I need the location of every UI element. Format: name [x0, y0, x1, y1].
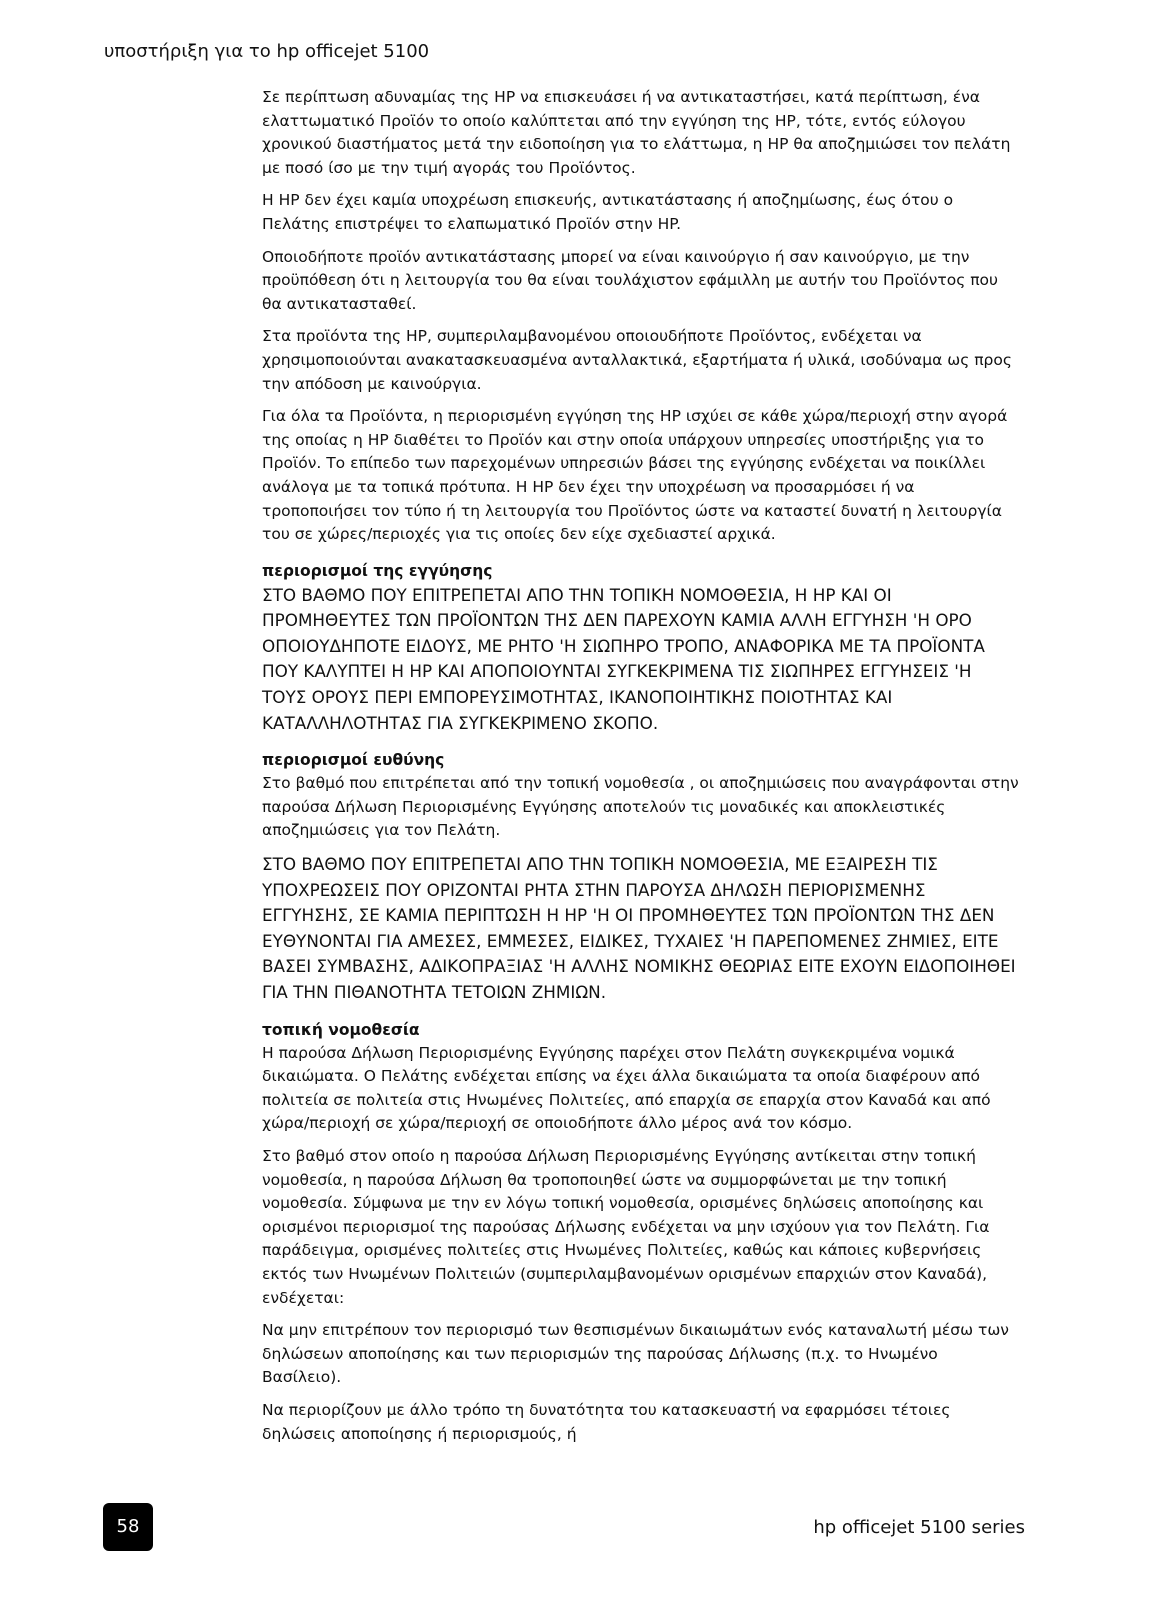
- page-number: 58: [103, 1503, 153, 1551]
- intro-paragraph-2: Η HP δεν έχει καμία υποχρέωση επισκευής, αντικατάστασης ή αποζημίωσης, έως ότου ο Πελάτης επιστρέψει το ελαπωματικό Προϊόν στην HP.: [262, 191, 954, 233]
- section-heading-liability-limitations: περιορισμοί ευθύνης: [262, 751, 445, 770]
- intro-paragraph-5: Για όλα τα Προϊόντα, η περιορισμένη εγγύηση της HP ισχύει σε κάθε χώρα/περιοχή στην αγορά της οποίας η HP διαθέτει το Προϊόν και στην οποία υπάρχουν υπηρεσίες υποστήριξης για το Προϊόν. Το επίπεδο των παρεχομένων υπηρεσιών βάσει της εγγύησης ενδέχεται να ποικίλλει ανάλογα με τα τοπικά πρότυπα. Η HP δεν έχει την υποχρέωση να προσαρμόσει ή να τροποποιήσει τον τύπο ή τη λειτουργία του Προϊόντος ώστε να καταστεί δυνατή η λειτουργία του σε χώρες/περιοχές για τις οποίες δεν είχε σχεδιαστεί αρχικά.: [262, 407, 1008, 544]
- running-header: υποστήριξη για το hp officejet 5100: [104, 41, 430, 62]
- footer-product-title: hp officejet 5100 series: [813, 1517, 1025, 1538]
- intro-paragraph-1: Σε περίπτωση αδυναμίας της HP να επισκευάσει ή να αντικαταστήσει, κατά περίπτωση, ένα ελαττωματικό Προϊόν το οποίο καλύπτεται από την εγγύηση της HP, τότε, εντός εύλογου χρονικού διαστήματος μετά την ειδοποίηση για το ελάττωμα, η HP θα αποζημιώσει τον πελάτη με ποσό ίσο με την τιμή αγοράς του Προϊόντος.: [262, 88, 1011, 177]
- local-law-paragraph-3: Να μην επιτρέπουν τον περιορισμό των θεσπισμένων δικαιωμάτων ενός καταναλωτή μέσω των δηλώσεων αποποίησης και των περιορισμών της παρούσας Δήλωσης (π.χ. το Ηνωμένο Βασίλειο).: [262, 1321, 1009, 1387]
- warranty-limitations-text: ΣΤΟ ΒΑΘΜΟ ΠΟΥ ΕΠΙΤΡΕΠΕΤΑΙ ΑΠΟ ΤΗΝ ΤΟΠΙΚΗ ΝΟΜΟΘΕΣΙΑ, Η HP ΚΑΙ ΟΙ ΠΡΟΜΗΘΕΥΤΕΣ ΤΩΝ ΠΡΟΪΟΝΤΩΝ ΤΗΣ ΔΕΝ ΠΑΡΕΧΟΥΝ ΚΑΜΙΑ ΑΛΛΗ ΕΓΓΥΗΣΗ 'Η ΟΡΟ ΟΠΟΙΟΥΔΗΠΟΤΕ ΕΙΔΟΥΣ, ΜΕ ΡΗΤΟ 'Η ΣΙΩΠΗΡΟ ΤΡΟΠΟ, ΑΝΑΦΟΡΙΚΑ ΜΕ ΤΑ ΠΡΟΪΟΝΤΑ ΠΟΥ ΚΑΛΥΠΤΕΙ Η HP ΚΑΙ ΑΠΟΠΟΙΟΥΝΤΑΙ ΣΥΓΚΕΚΡΙΜΕΝΑ ΤΙΣ ΣΙΩΠΗΡΕΣ ΕΓΓΥΗΣΕΙΣ 'Η ΤΟΥΣ ΟΡΟΥΣ ΠΕΡΙ ΕΜΠΟΡΕΥΣΙΜΟΤΗΤΑΣ, ΙΚΑΝΟΠΟΙΗΤΙΚΗΣ ΠΟΙΟΤΗΤΑΣ ΚΑΙ ΚΑΤΑΛΛΗΛΟΤΗΤΑΣ ΓΙΑ ΣΥΓΚΕΚΡΙΜΕΝΟ ΣΚΟΠΟ.: [262, 584, 985, 733]
- liability-limitations-section: [262, 749, 1020, 1005]
- section-heading-warranty-limitations: περιορισμοί της εγγύησης: [262, 561, 493, 580]
- intro-paragraph-4: Στα προϊόντα της HP, συμπεριλαμβανομένου οποιουδήποτε Προϊόντος, ενδέχεται να χρησιμοποιούνται ανακατασκευασμένα ανταλλακτικά, εξαρτήματα ή υλικά, ισοδύναμα ως προς την απόδοση με καινούργια.: [262, 327, 1012, 393]
- page-body: [262, 86, 1020, 1455]
- warranty-limitations-section: [262, 560, 1020, 737]
- section-heading-local-law: τοπική νομοθεσία: [262, 1020, 420, 1039]
- liability-limitations-caps-text: ΣΤΟ ΒΑΘΜΟ ΠΟΥ ΕΠΙΤΡΕΠΕΤΑΙ ΑΠΟ ΤΗΝ ΤΟΠΙΚΗ ΝΟΜΟΘΕΣΙΑ, ΜΕ ΕΞΑΙΡΕΣΗ ΤΙΣ ΥΠΟΧΡΕΩΣΕΙΣ ΠΟΥ ΟΡΙΖΟΝΤΑΙ ΡΗΤΑ ΣΤΗΝ ΠΑΡΟΥΣΑ ΔΗΛΩΣΗ ΠΕΡΙΟΡΙΣΜΕΝΗΣ ΕΓΓΥΗΣΗΣ, ΣΕ ΚΑΜΙΑ ΠΕΡΙΠΤΩΣΗ Η HP 'Η ΟΙ ΠΡΟΜΗΘΕΥΤΕΣ ΤΩΝ ΠΡΟΪΟΝΤΩΝ ΤΗΣ ΔΕΝ ΕΥΘΥΝΟΝΤΑΙ ΓΙΑ ΑΜΕΣΕΣ, ΕΜΜΕΣΕΣ, ΕΙΔΙΚΕΣ, ΤΥΧΑΙΕΣ 'Η ΠΑΡΕΠΟΜΕΝΕΣ ΖΗΜΙΕΣ, ΕΙΤΕ ΒΑΣΕΙ ΣΥΜΒΑΣΗΣ, ΑΔΙΚΟΠΡΑΞΙΑΣ 'Η ΑΛΛΗΣ ΝΟΜΙΚΗΣ ΘΕΩΡΙΑΣ ΕΙΤΕ ΕΧΟΥΝ ΕΙΔΟΠΟΙΗΘΕΙ ΓΙΑ ΤΗΝ ΠΙΘΑΝΟΤΗΤΑ ΤΕΤΟΙΩΝ ΖΗΜΙΩΝ.: [262, 854, 1016, 1002]
- intro-paragraph-3: Οποιοδήποτε προϊόν αντικατάστασης μπορεί να είναι καινούργιο ή σαν καινούργιο, με την προϋπόθεση ότι η λειτουργία του θα είναι τουλάχιστον εφάμιλλη με αυτήν του Προϊόντος που θα αντικατασταθεί.: [262, 247, 999, 313]
- liability-limitations-text: Στο βαθμό που επιτρέπεται από την τοπική νομοθεσία , οι αποζημιώσεις που αναγράφονται στην παρούσα Δήλωση Περιορισμένης Εγγύησης αποτελούν τις μοναδικές και αποκλειστικές αποζημιώσεις για τον Πελάτη.: [262, 774, 1019, 840]
- local-law-paragraph-1: Η παρούσα Δήλωση Περιορισμένης Εγγύησης παρέχει στον Πελάτη συγκεκριμένα νομικά δικαιώματα. Ο Πελάτης ενδέχεται επίσης να έχει άλλα δικαιώματα τα οποία διαφέρουν από πολιτεία σε πολιτεία στις Ηνωμένες Πολιτείες, από επαρχία σε επαρχία στον Καναδά και από χώρα/περιοχή σε χώρα/περιοχή σε οποιοδήποτε άλλο μέρος ανά τον κόσμο.: [262, 1043, 991, 1133]
- local-law-paragraph-4: Να περιορίζουν με άλλο τρόπο τη δυνατότητα του κατασκευαστή να εφαρμόσει τέτοιες δηλώσεις αποποίησης ή περιορισμούς, ή: [262, 1400, 951, 1443]
- local-law-paragraph-2: Στο βαθμό στον οποίο η παρούσα Δήλωση Περιορισμένης Εγγύησης αντίκειται στην τοπική νομοθεσία, η παρούσα Δήλωση θα τροποποιηθεί ώστε να συμμορφώνεται με την τοπική νομοθεσία. Σύμφωνα με την εν λόγω τοπική νομοθεσία, ορισμένες δηλώσεις αποποίησης και ορισμένοι περιορισμοί της παρούσας Δήλωσης ενδέχεται να μην ισχύουν για τον Πελάτη. Για παράδειγμα, ορισμένες πολιτείες στις Ηνωμένες Πολιτείες, καθώς και κάποιες κυβερνήσεις εκτός των Ηνωμένων Πολιτειών (συμπεριλαμβανομένων ορισμένων επαρχιών στον Καναδά), ενδέχεται:: [262, 1146, 990, 1307]
- local-law-section: [262, 1019, 1020, 1447]
